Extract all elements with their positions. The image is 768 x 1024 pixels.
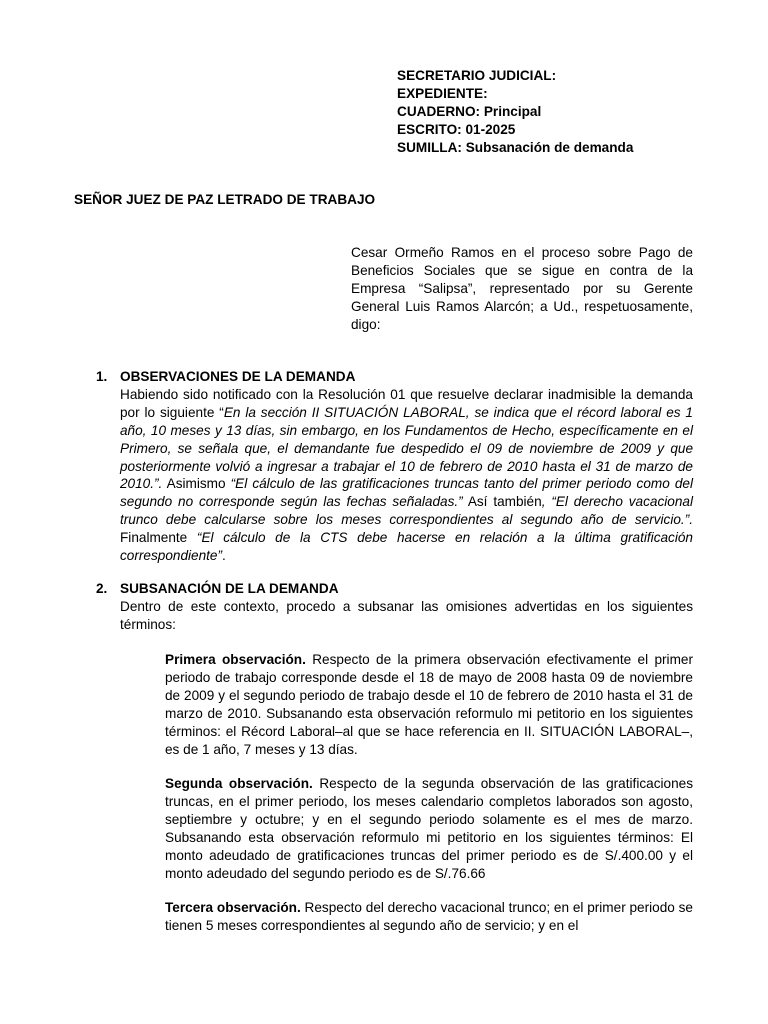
paragraph-text: Finalmente [120, 530, 197, 546]
paragraph-text: Asimismo [162, 476, 231, 492]
intro-paragraph: Cesar Ormeño Ramos en el proceso sobre Pago de Beneficios Sociales que se sigue en contra de la Empresa “Salipsa”, representado por su Gerente General Luis Ramos Alarcón; a Ud., respetuosamente, digo: [351, 245, 693, 332]
header-cuaderno: CUADERNO: Principal [397, 103, 542, 119]
paragraph-text: . [222, 548, 226, 564]
paragraph-text: Así también [462, 494, 542, 510]
observation-text: Respecto de la segunda observación de las gratificaciones truncas, en el primer periodo, los meses calendario completos laborados son agosto, septiembre y octubre; y en el segundo periodo solamente es el mes de marzo. Subsanando esta observación reformulo mi petitorio en los siguientes términos: El monto adeudado de gratificaciones truncas del primer periodo es de S/.400.00 y el monto adeudado del segundo periodo es de S/.76.66 [165, 776, 693, 881]
section-heading [96, 580, 693, 598]
observation-label: Primera observación. [165, 652, 306, 667]
quoted-text: , “El derecho vacacional trunco debe calcularse sobre los meses correspondientes al segundo año de servicio.”. [120, 494, 693, 528]
quoted-text: “El cálculo de la CTS debe hacerse en relación a la última gratificación correspondiente” [120, 530, 693, 564]
observation-text: Respecto del derecho vacacional trunco; en el primer periodo se tienen 5 meses correspondientes al segundo año de servicio; y en el [165, 900, 693, 933]
section-subsanacion [96, 580, 693, 634]
third-observation [165, 899, 693, 935]
header-escrito: ESCRITO: 01-2025 [397, 121, 516, 137]
quoted-text: “El cálculo de las gratificaciones truncas tanto del primer periodo como del segundo no corresponde según las fechas señaladas.” [120, 476, 693, 510]
section-paragraph [120, 386, 693, 565]
first-observation [165, 651, 693, 758]
observation-text: Respecto de la primera observación efectivamente el primer periodo de trabajo corresponde desde el 18 de mayo de 2008 hasta 09 de noviembre de 2009 y el segundo periodo de trabajo desde el 10 de febrero de 2010 hasta el 31 de marzo de 2010. Subsanando esta observación reformulo mi petitorio en los siguientes términos: el Récord Laboral–al que se hace referencia en II. SITUACIÓN LABORAL–, es de 1 año, 7 meses y 13 días. [165, 652, 693, 757]
document-header [397, 67, 633, 157]
addressee: SEÑOR JUEZ DE PAZ LETRADO DE TRABAJO [74, 192, 376, 207]
header-secretario: SECRETARIO JUDICIAL: [397, 68, 557, 83]
observation-label: Tercera observación. [165, 900, 301, 915]
paragraph-text: Habiendo sido notificado con la Resolución 01 que resuelve declarar inadmisible la demanda por lo siguiente “ [120, 386, 693, 420]
header-expediente: EXPEDIENTE: [397, 85, 488, 101]
header-sumilla: SUMILLA: Subsanación de demanda [397, 139, 634, 155]
section-observaciones [96, 368, 693, 565]
section-title: SUBSANACIÓN DE LA DEMANDA [120, 581, 339, 596]
observation-label: Segunda observación. [165, 776, 313, 791]
section-title: OBSERVACIONES DE LA DEMANDA [120, 369, 356, 384]
quoted-text: En la sección II SITUACIÓN LABORAL, se indica que el récord laboral es 1 año, 10 meses y 13 días, sin embargo, en los Fundamentos de Hecho, específicamente en el Primero, se señala que, el demandante fue despedido el 09 de noviembre de 2009 y que posteriormente volvió a ingresar a trabajar el 10 de febrero de 2010 hasta el 31 de marzo de 2010.”. [120, 404, 693, 492]
section-heading [96, 368, 693, 386]
section-paragraph: Dentro de este contexto, procedo a subsanar las omisiones advertidas en los siguientes términos: [120, 598, 693, 632]
second-observation [165, 775, 693, 882]
section-number: 1. [96, 369, 108, 384]
section-number: 2. [96, 581, 108, 596]
